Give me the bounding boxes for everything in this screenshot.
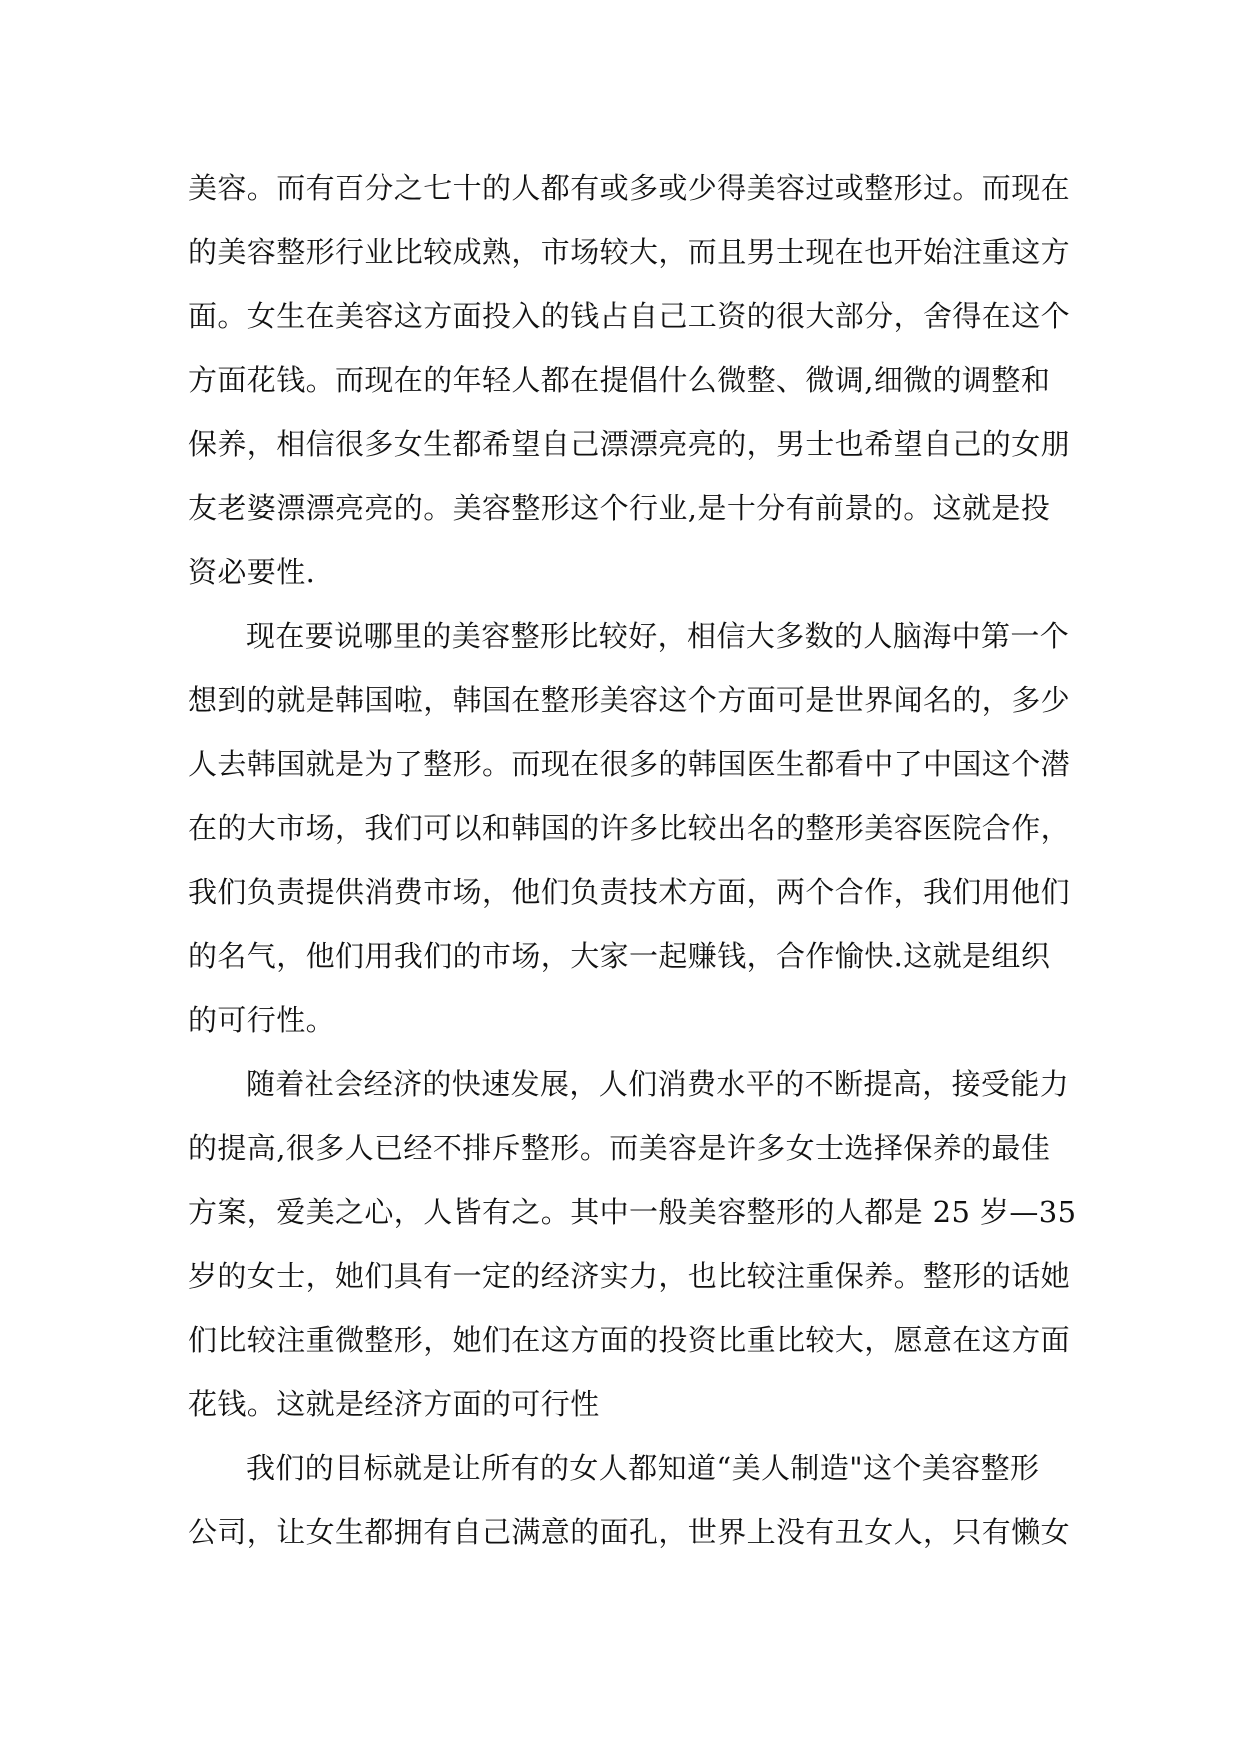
paragraph-line: 美容。而有百分之七十的人都有或多或少得美容过或整形过。而现在 — [188, 171, 1071, 205]
paragraph-line: 的可行性。 — [188, 1003, 336, 1037]
paragraph-line: 的名气，他们用我们的市场，大家一起赚钱，合作愉快.这就是组织 — [188, 939, 1051, 973]
paragraph-line: 的提高,很多人已经不排斥整形。而美容是许多女士选择保养的最佳 — [188, 1131, 1051, 1165]
paragraph-line: 在的大市场，我们可以和韩国的许多比较出名的整形美容医院合作， — [188, 811, 1071, 845]
paragraph-line: 我们负责提供消费市场，他们负责技术方面，两个合作，我们用他们 — [188, 875, 1071, 909]
paragraph-line: 们比较注重微整形，她们在这方面的投资比重比较大，愿意在这方面 — [188, 1323, 1071, 1357]
paragraph-line: 友老婆漂漂亮亮的。美容整形这个行业,是十分有前景的。这就是投 — [188, 491, 1051, 525]
paragraph-line: 岁的女士，她们具有一定的经济实力，也比较注重保养。整形的话她 — [188, 1259, 1071, 1293]
paragraph-line: 公司，让女生都拥有自己满意的面孔，世界上没有丑女人，只有懒女 — [188, 1515, 1071, 1549]
paragraph-line: 我们的目标就是让所有的女人都知道“美人制造"这个美容整形 — [246, 1451, 1040, 1485]
paragraph-line: 随着社会经济的快速发展，人们消费水平的不断提高，接受能力 — [246, 1067, 1070, 1101]
paragraph-3 — [188, 1052, 1077, 1436]
paragraph-2 — [188, 604, 1071, 1052]
paragraph-line: 面。女生在美容这方面投入的钱占自己工资的很大部分，舍得在这个 — [188, 299, 1071, 333]
paragraph-line: 的美容整形行业比较成熟，市场较大，而且男士现在也开始注重这方 — [188, 235, 1071, 269]
paragraph-line: 想到的就是韩国啦，韩国在整形美容这个方面可是世界闻名的，多少 — [188, 683, 1071, 717]
paragraph-line: 人去韩国就是为了整形。而现在很多的韩国医生都看中了中国这个潜 — [188, 747, 1071, 781]
paragraph-line: 资必要性. — [188, 555, 316, 589]
paragraph-line: 方案，爱美之心，人皆有之。其中一般美容整形的人都是 25 岁—35 — [188, 1195, 1077, 1229]
paragraph-line: 花钱。这就是经济方面的可行性 — [188, 1387, 600, 1421]
paragraph-line: 保养，相信很多女生都希望自己漂漂亮亮的，男士也希望自己的女朋 — [188, 427, 1071, 461]
document-body — [188, 156, 1077, 1564]
paragraph-1 — [188, 156, 1071, 604]
paragraph-line: 方面花钱。而现在的年轻人都在提倡什么微整、微调,细微的调整和 — [188, 363, 1051, 397]
paragraph-4 — [188, 1436, 1071, 1564]
paragraph-line: 现在要说哪里的美容整形比较好，相信大多数的人脑海中第一个 — [246, 619, 1070, 653]
